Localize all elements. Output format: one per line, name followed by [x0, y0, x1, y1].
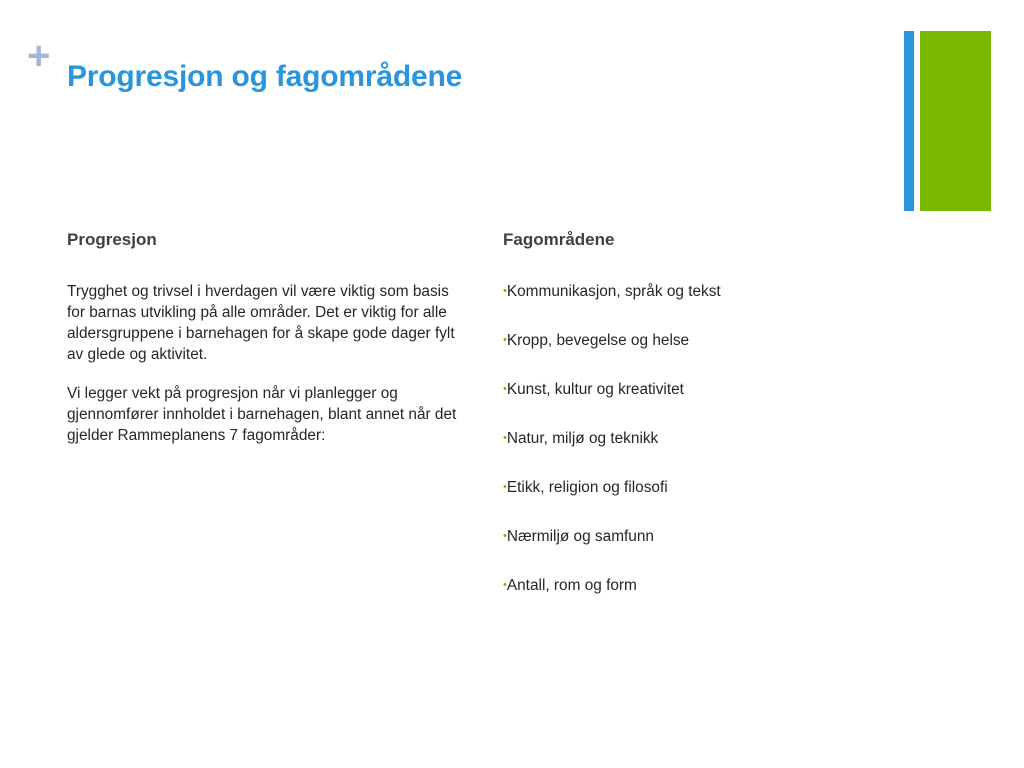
list-item-label: Kropp, bevegelse og helse [506, 332, 690, 349]
list-item-label: Natur, miljø og teknikk [506, 430, 659, 447]
list-item [503, 428, 721, 477]
list-item [503, 575, 721, 624]
list-item [503, 379, 721, 428]
accent-block-green [920, 31, 991, 211]
list-item-label: Etikk, religion og filosofi [506, 479, 668, 496]
list-item-label: Kunst, kultur og kreativitet [506, 381, 684, 398]
bullet-icon: • [503, 334, 507, 346]
slide-title: Progresjon og fagområdene [67, 60, 463, 93]
list-item-label: Antall, rom og form [506, 577, 637, 594]
list-item [503, 477, 721, 526]
paragraph: Trygghet og trivsel i hverdagen vil være viktig som basis for barnas utvikling på alle områder. Det er viktig for alle aldersgruppene i barnehagen for å skape gode dager fylt av glede og aktivitet. [67, 283, 455, 363]
fagomradene-heading: Fagområdene [503, 230, 615, 249]
fagomradene-list [503, 281, 721, 624]
progresjon-body [67, 281, 459, 464]
list-item [503, 281, 721, 330]
progresjon-heading: Progresjon [67, 230, 157, 249]
bullet-icon: • [503, 579, 507, 591]
list-item [503, 526, 721, 575]
bullet-icon: • [503, 383, 507, 395]
plus-icon: + [27, 34, 51, 78]
bullet-icon: • [503, 285, 507, 297]
list-item-label: Kommunikasjon, språk og tekst [506, 283, 721, 300]
bullet-icon: • [503, 432, 507, 444]
accent-bar-blue [904, 31, 914, 211]
bullet-icon: • [503, 481, 507, 493]
paragraph: Vi legger vekt på progresjon når vi planlegger og gjennomfører innholdet i barnehagen, blant annet når det gjelder Rammeplanens 7 fagområder: [67, 385, 457, 444]
bullet-icon: • [503, 530, 507, 542]
list-item [503, 330, 721, 379]
list-item-label: Nærmiljø og samfunn [506, 528, 654, 545]
